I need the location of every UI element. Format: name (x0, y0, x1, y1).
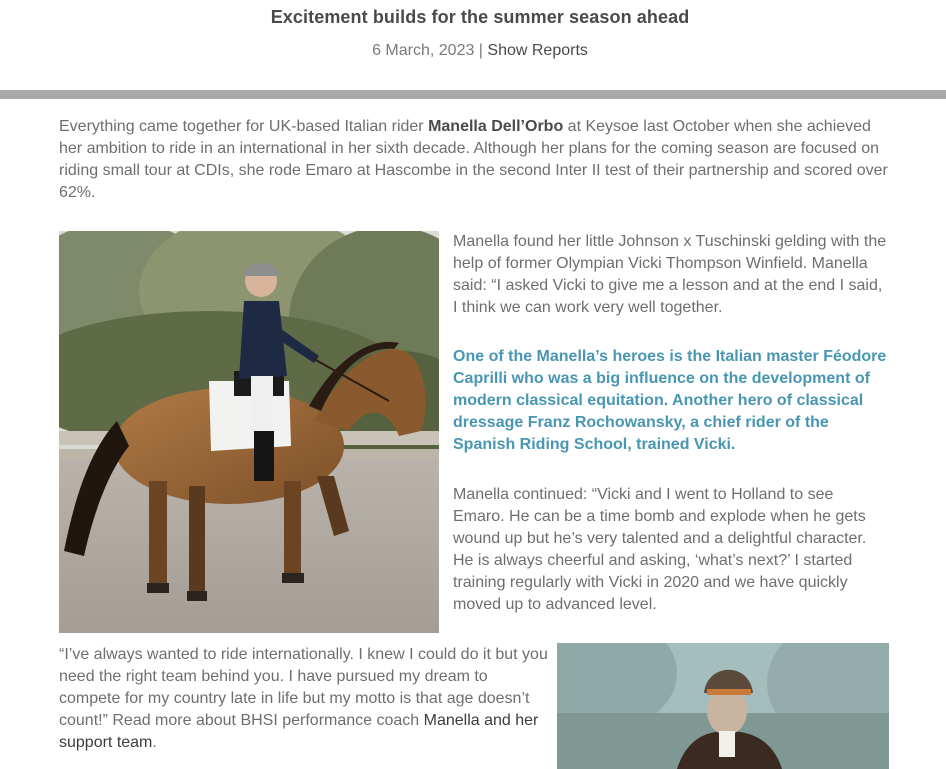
rider-portrait-photo (557, 643, 889, 769)
rider-name: Manella Dell’Orbo (428, 118, 564, 135)
body-paragraph-1: Manella found her little Johnson x Tuschinski gelding with the help of former Olympian Vicki Thompson Winfield. Manella said: “I asked Vicki to give me a lesson and at the end I said, I think we can work very well together. (453, 233, 887, 316)
support-team-link[interactable]: Manella and her support team (59, 712, 539, 751)
dressage-horse-photo (59, 231, 439, 633)
pull-quote: One of the Manella’s heroes is the Italian master Féodore Caprilli who was a big influence on the development of modern classical equitation. Another hero of classical dressage Franz Rochowansky, a chief rider of the Spanish Riding School, trained Vicki. (453, 348, 887, 453)
article-date: 6 March, 2023 (372, 42, 475, 59)
header-divider (0, 90, 946, 99)
meta-separator: | (474, 42, 488, 59)
article-header (0, 0, 946, 90)
body-paragraph-3-end: . (152, 734, 157, 751)
body-paragraph-3-text: “I’ve always wanted to ride internationally. I knew I could do it but you need the right team behind you. I have pursued my dream to compete for my country late in life but my motto is that age doesn’t count!” Read more about BHSI performance coach (59, 646, 548, 729)
intro-text-start: Everything came together for UK-based Italian rider (59, 118, 429, 135)
category-link[interactable]: Show Reports (487, 42, 588, 59)
intro-paragraph (59, 116, 889, 204)
body-paragraph-3 (59, 644, 549, 754)
intro-text-end: at Keysoe last October when she achieved her ambition to ride in an international in her sixth decade. Although her plans for the coming season are focused on riding small tour at CDIs, she rode Emaro at Hascombe in the second Inter II test of their partnership and scored over 62%. (59, 118, 888, 201)
article-meta (0, 42, 946, 60)
article-title: Excitement builds for the summer season ahead (270, 7, 690, 27)
body-paragraph-2: Manella continued: “Vicki and I went to Holland to see Emaro. He can be a time bomb and explode when he gets wound up but he’s very talented and a delightful character. He is always cheerful and asking, ‘what’s next?’ I started training regularly with Vicki in 2020 and we have quickly moved up to advanced level. (453, 486, 867, 613)
